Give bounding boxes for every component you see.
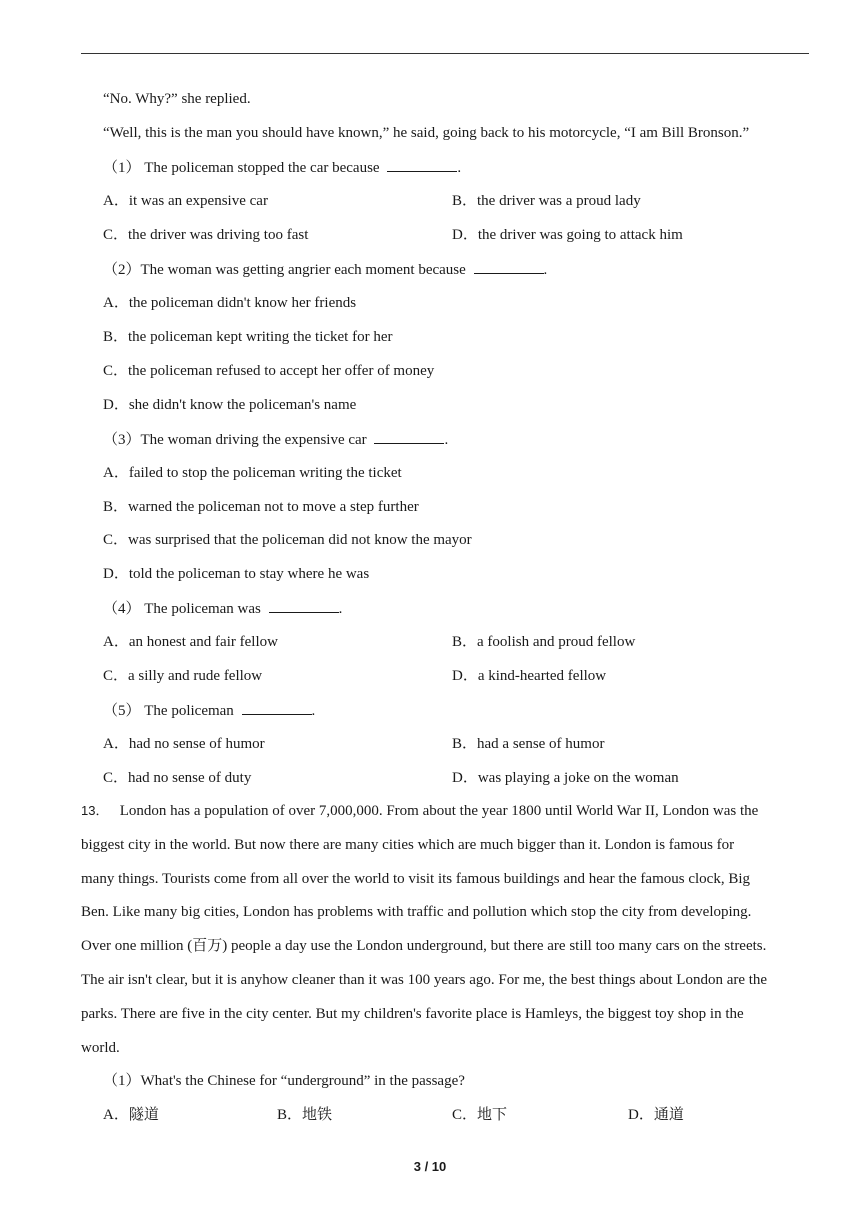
question-1-option-a: A．it was an expensive car — [103, 193, 268, 209]
passage-13-line: world. — [81, 1040, 120, 1056]
question-5-option-a: A．had no sense of humor — [103, 736, 265, 752]
question-5-option-b: B．had a sense of humor — [452, 736, 605, 752]
question-1-option-d: D．the driver was going to attack him — [452, 227, 683, 243]
question-3-option-d: D．told the policeman to stay where he was — [103, 566, 370, 582]
question-4-option-c: C．a silly and rude fellow — [103, 668, 263, 684]
question-3-option-c: C．was surprised that the policeman did not know the mayor — [103, 532, 472, 548]
question-text: （5） The policeman — [103, 703, 234, 719]
question-2-option-b: B．the policeman kept writing the ticket for her — [103, 329, 393, 345]
answer-blank — [387, 157, 457, 172]
answer-blank — [374, 429, 444, 444]
question-text: （2）The woman was getting angrier each moment because — [103, 262, 466, 278]
question-4-option-d: D．a kind-hearted fellow — [452, 668, 607, 684]
question-5-stem: （5） The policeman . — [103, 700, 315, 721]
passage-13-line — [81, 801, 758, 821]
question-number: 13． — [81, 803, 109, 818]
header-rule — [81, 53, 809, 54]
page-number: 3 / 10 — [413, 1159, 447, 1174]
passage-13-line: The air isn't clear, but it is anyhow cleaner than it was 100 years ago. For me, the best things about London are the — [81, 972, 768, 988]
question-5-option-c: C．had no sense of duty — [103, 770, 252, 786]
question-3-option-b: B．warned the policeman not to move a step further — [103, 499, 419, 515]
question-3-option-a: A．failed to stop the policeman writing the ticket — [103, 465, 402, 481]
question-4-option-a: A．an honest and fair fellow — [103, 634, 278, 650]
answer-blank — [242, 700, 312, 715]
question-text: （3）The woman driving the expensive car — [103, 432, 367, 448]
question-1-stem: （1） The policeman stopped the car because . — [103, 157, 461, 178]
passage-13-line: Ben. Like many big cities, London has problems with traffic and pollution which stop the city from developing. — [81, 904, 752, 920]
passage-13-line: parks. There are five in the city center. But my children's favorite place is Hamleys, the biggest toy shop in the — [81, 1006, 744, 1022]
question-13-1-option-d: D．通道 — [628, 1107, 684, 1123]
passage-line: “No. Why?” she replied. — [103, 91, 251, 107]
question-2-option-a: A．the policeman didn't know her friends — [103, 295, 357, 311]
question-2-option-c: C．the policeman refused to accept her offer of money — [103, 363, 435, 379]
question-4-stem: （4） The policeman was . — [103, 598, 342, 619]
question-1-option-c: C．the driver was driving too fast — [103, 227, 309, 243]
answer-blank — [269, 598, 339, 613]
question-13-1-stem: （1）What's the Chinese for “underground” in the passage? — [103, 1073, 465, 1089]
question-2-stem: （2）The woman was getting angrier each moment because . — [103, 259, 547, 280]
passage-line: “Well, this is the man you should have known,” he said, going back to his motorcycle, “I am Bill Bronson.” — [103, 125, 750, 141]
question-3-stem: （3）The woman driving the expensive car . — [103, 429, 448, 450]
passage-13-line: many things. Tourists come from all over the world to visit its famous buildings and hear the famous clock, Big — [81, 871, 750, 887]
passage-text: London has a population of over 7,000,000. From about the year 1800 until World War II, London was the — [119, 803, 759, 819]
question-13-1-option-a: A．隧道 — [103, 1107, 159, 1123]
question-4-option-b: B．a foolish and proud fellow — [452, 634, 636, 650]
question-5-option-d: D．was playing a joke on the woman — [452, 770, 679, 786]
question-text: （4） The policeman was — [103, 601, 261, 617]
passage-13-line: Over one million (百万) people a day use the London underground, but there are still too many cars on the streets. — [81, 938, 767, 954]
answer-blank — [474, 259, 544, 274]
question-1-option-b: B．the driver was a proud lady — [452, 193, 641, 209]
question-text: （1） The policeman stopped the car because — [103, 160, 380, 176]
passage-13-line: biggest city in the world. But now there are many cities which are much bigger than it. London is famous for — [81, 837, 735, 853]
question-13-1-option-c: C．地下 — [452, 1107, 508, 1123]
question-13-1-option-b: B．地铁 — [277, 1107, 333, 1123]
question-2-option-d: D．she didn't know the policeman's name — [103, 397, 357, 413]
